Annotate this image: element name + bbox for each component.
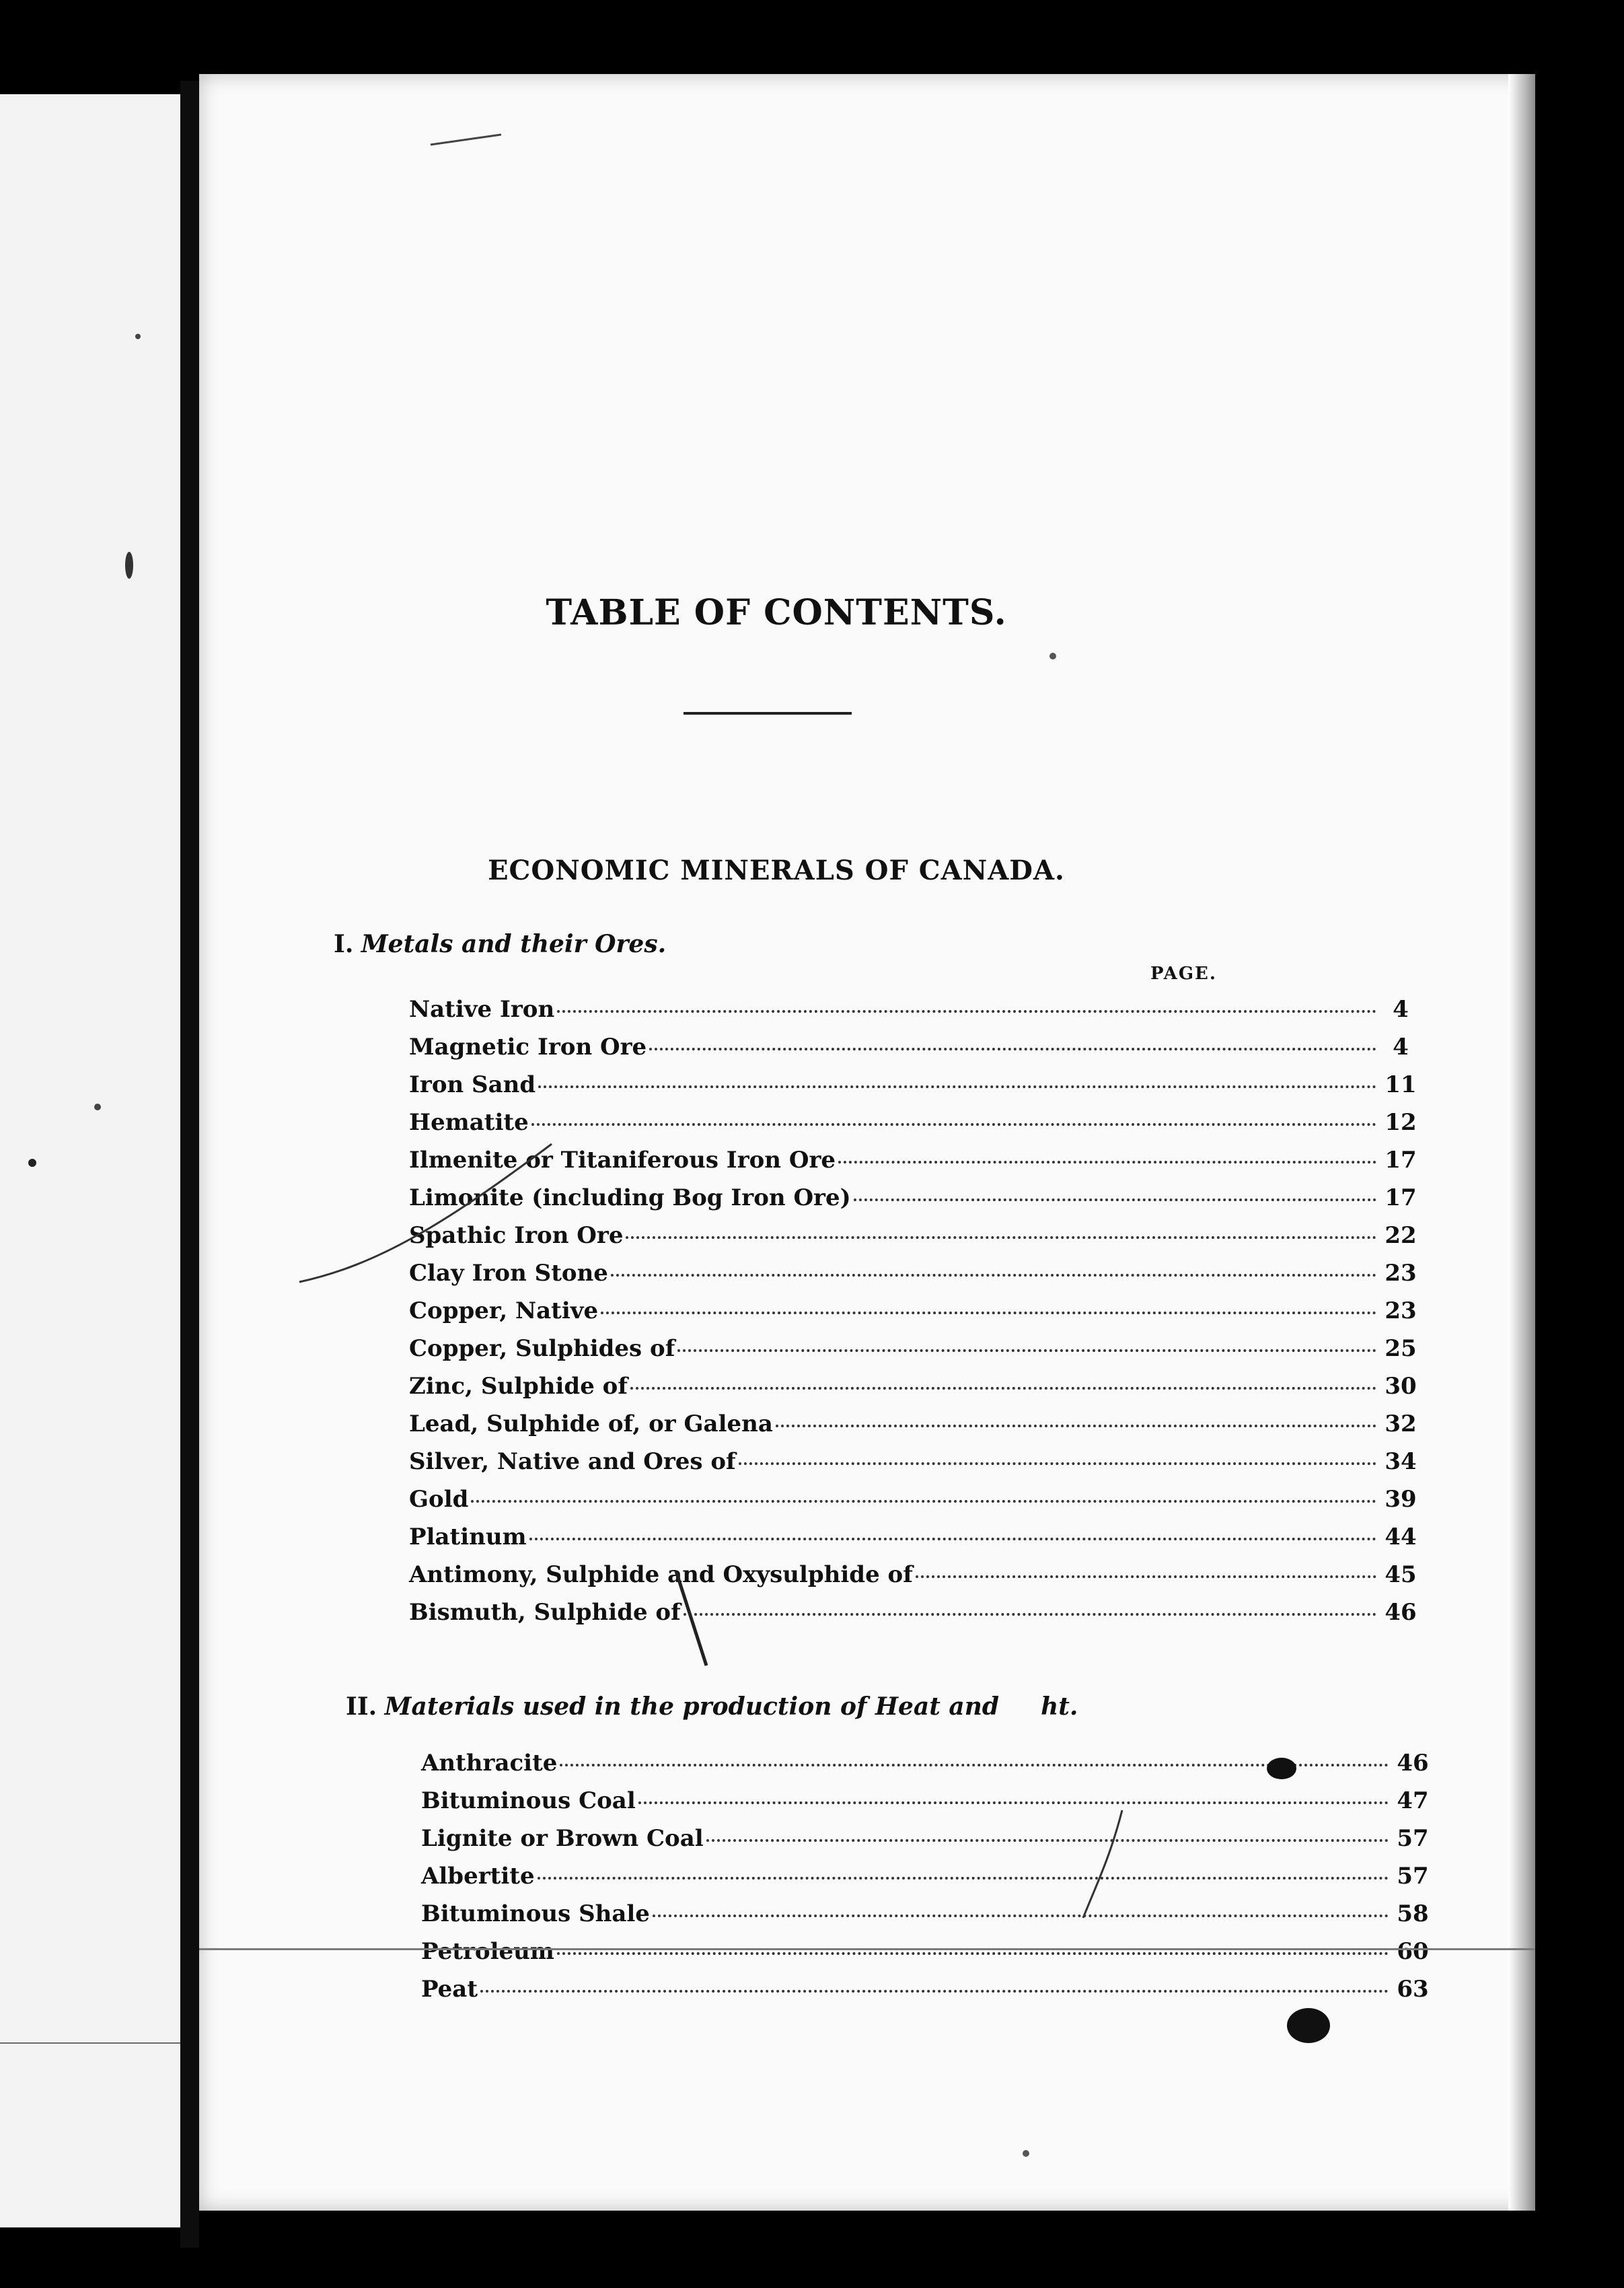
toc-entry-label: Anthracite [421, 1750, 558, 1777]
toc-entry-label: Magnetic Iron Ore [409, 1034, 647, 1061]
dust-speck [1049, 653, 1056, 659]
section-title: ECONOMIC MINERALS OF CANADA. [488, 855, 1065, 886]
toc-entry-page: 4 [1393, 996, 1409, 1023]
toc-entry-label: Albertite [421, 1863, 535, 1890]
toc-entry-label: Copper, Sulphides of [409, 1335, 675, 1362]
toc-entry-label: Ilmenite or Titaniferous Iron Ore [409, 1147, 836, 1174]
toc-entry-page: 45 [1385, 1561, 1417, 1588]
toc-entry-page: 22 [1385, 1222, 1417, 1249]
pen-stroke-mark [1083, 1810, 1122, 1918]
toc-entry-page: 11 [1385, 1071, 1417, 1098]
toc-entry-page: 34 [1385, 1448, 1417, 1475]
part-two-title: Materials used in the production of Heat and [384, 1692, 1000, 1721]
toc-entry-label: Clay Iron Stone [409, 1260, 608, 1287]
toc-entry-label: Platinum [409, 1524, 527, 1550]
toc-entry-page: 12 [1385, 1109, 1417, 1136]
toc-entry-label: Peat [421, 1976, 478, 2003]
toc-entry-page: 47 [1397, 1787, 1429, 1814]
toc-entry-label: Hematite [409, 1109, 529, 1136]
toc-entry-label: Bituminous Coal [421, 1787, 636, 1814]
toc-entry-page: 57 [1397, 1863, 1429, 1890]
toc-entry-label: Petroleum [421, 1938, 554, 1965]
toc-entry-page: 4 [1393, 1034, 1409, 1061]
pen-stroke-mark [676, 1571, 706, 1666]
toc-entry-label: Gold [409, 1486, 469, 1513]
toc-entry-label: Spathic Iron Ore [409, 1222, 624, 1249]
toc-entry-page: 44 [1385, 1524, 1417, 1550]
part-two-title-end: ht. [1041, 1692, 1078, 1721]
part-one-title: Metals and their Ores. [361, 930, 667, 958]
toc-entry-page: 23 [1385, 1297, 1417, 1324]
toc-entry-label: Native Iron [409, 996, 555, 1023]
part-one-number: I. [334, 930, 354, 958]
toc-entry-label: Bituminous Shale [421, 1900, 650, 1927]
toc-entry-page: 30 [1385, 1373, 1417, 1400]
pen-stroke-mark [299, 1144, 552, 1282]
toc-entry-page: 39 [1385, 1486, 1417, 1513]
toc-entry-page: 60 [1397, 1938, 1429, 1965]
page-title: TABLE OF CONTENTS. [546, 592, 1007, 633]
toc-entry-label: Limonite (including Bog Iron Ore) [409, 1184, 851, 1211]
toc-entry-page: 32 [1385, 1410, 1417, 1437]
toc-entry-page: 46 [1397, 1750, 1429, 1777]
toc-entry-page: 17 [1385, 1147, 1417, 1174]
toc-entry-label: Antimony, Sulphide and Oxysulphide of [409, 1561, 913, 1588]
ink-blot [1267, 1758, 1296, 1779]
pen-stroke-mark [431, 135, 501, 145]
toc-entry-page: 57 [1397, 1825, 1429, 1852]
toc-entry-label: Iron Sand [409, 1071, 536, 1098]
dust-speck [135, 334, 141, 339]
toc-entry-label: Zinc, Sulphide of [409, 1373, 628, 1400]
dust-speck [94, 1104, 101, 1110]
part-two-number: II. [346, 1692, 377, 1721]
toc-entry-page: 58 [1397, 1900, 1429, 1927]
toc-entry-page: 23 [1385, 1260, 1417, 1287]
toc-entry-page: 17 [1385, 1184, 1417, 1211]
toc-entry-label: Copper, Native [409, 1297, 599, 1324]
ink-blot [125, 552, 133, 579]
toc-entry-page: 25 [1385, 1335, 1417, 1362]
toc-entry-label: Bismuth, Sulphide of [409, 1599, 681, 1626]
dust-speck [28, 1159, 36, 1167]
ink-blot [1287, 2008, 1330, 2043]
toc-entry-label: Lead, Sulphide of, or Galena [409, 1410, 773, 1437]
page-column-label: PAGE. [1150, 964, 1217, 984]
toc-entry-page: 46 [1385, 1599, 1417, 1626]
toc-entry-label: Lignite or Brown Coal [421, 1825, 704, 1852]
dust-speck [1023, 2150, 1029, 2157]
toc-entry-label: Silver, Native and Ores of [409, 1448, 736, 1475]
toc-entry-page: 63 [1397, 1976, 1429, 2003]
